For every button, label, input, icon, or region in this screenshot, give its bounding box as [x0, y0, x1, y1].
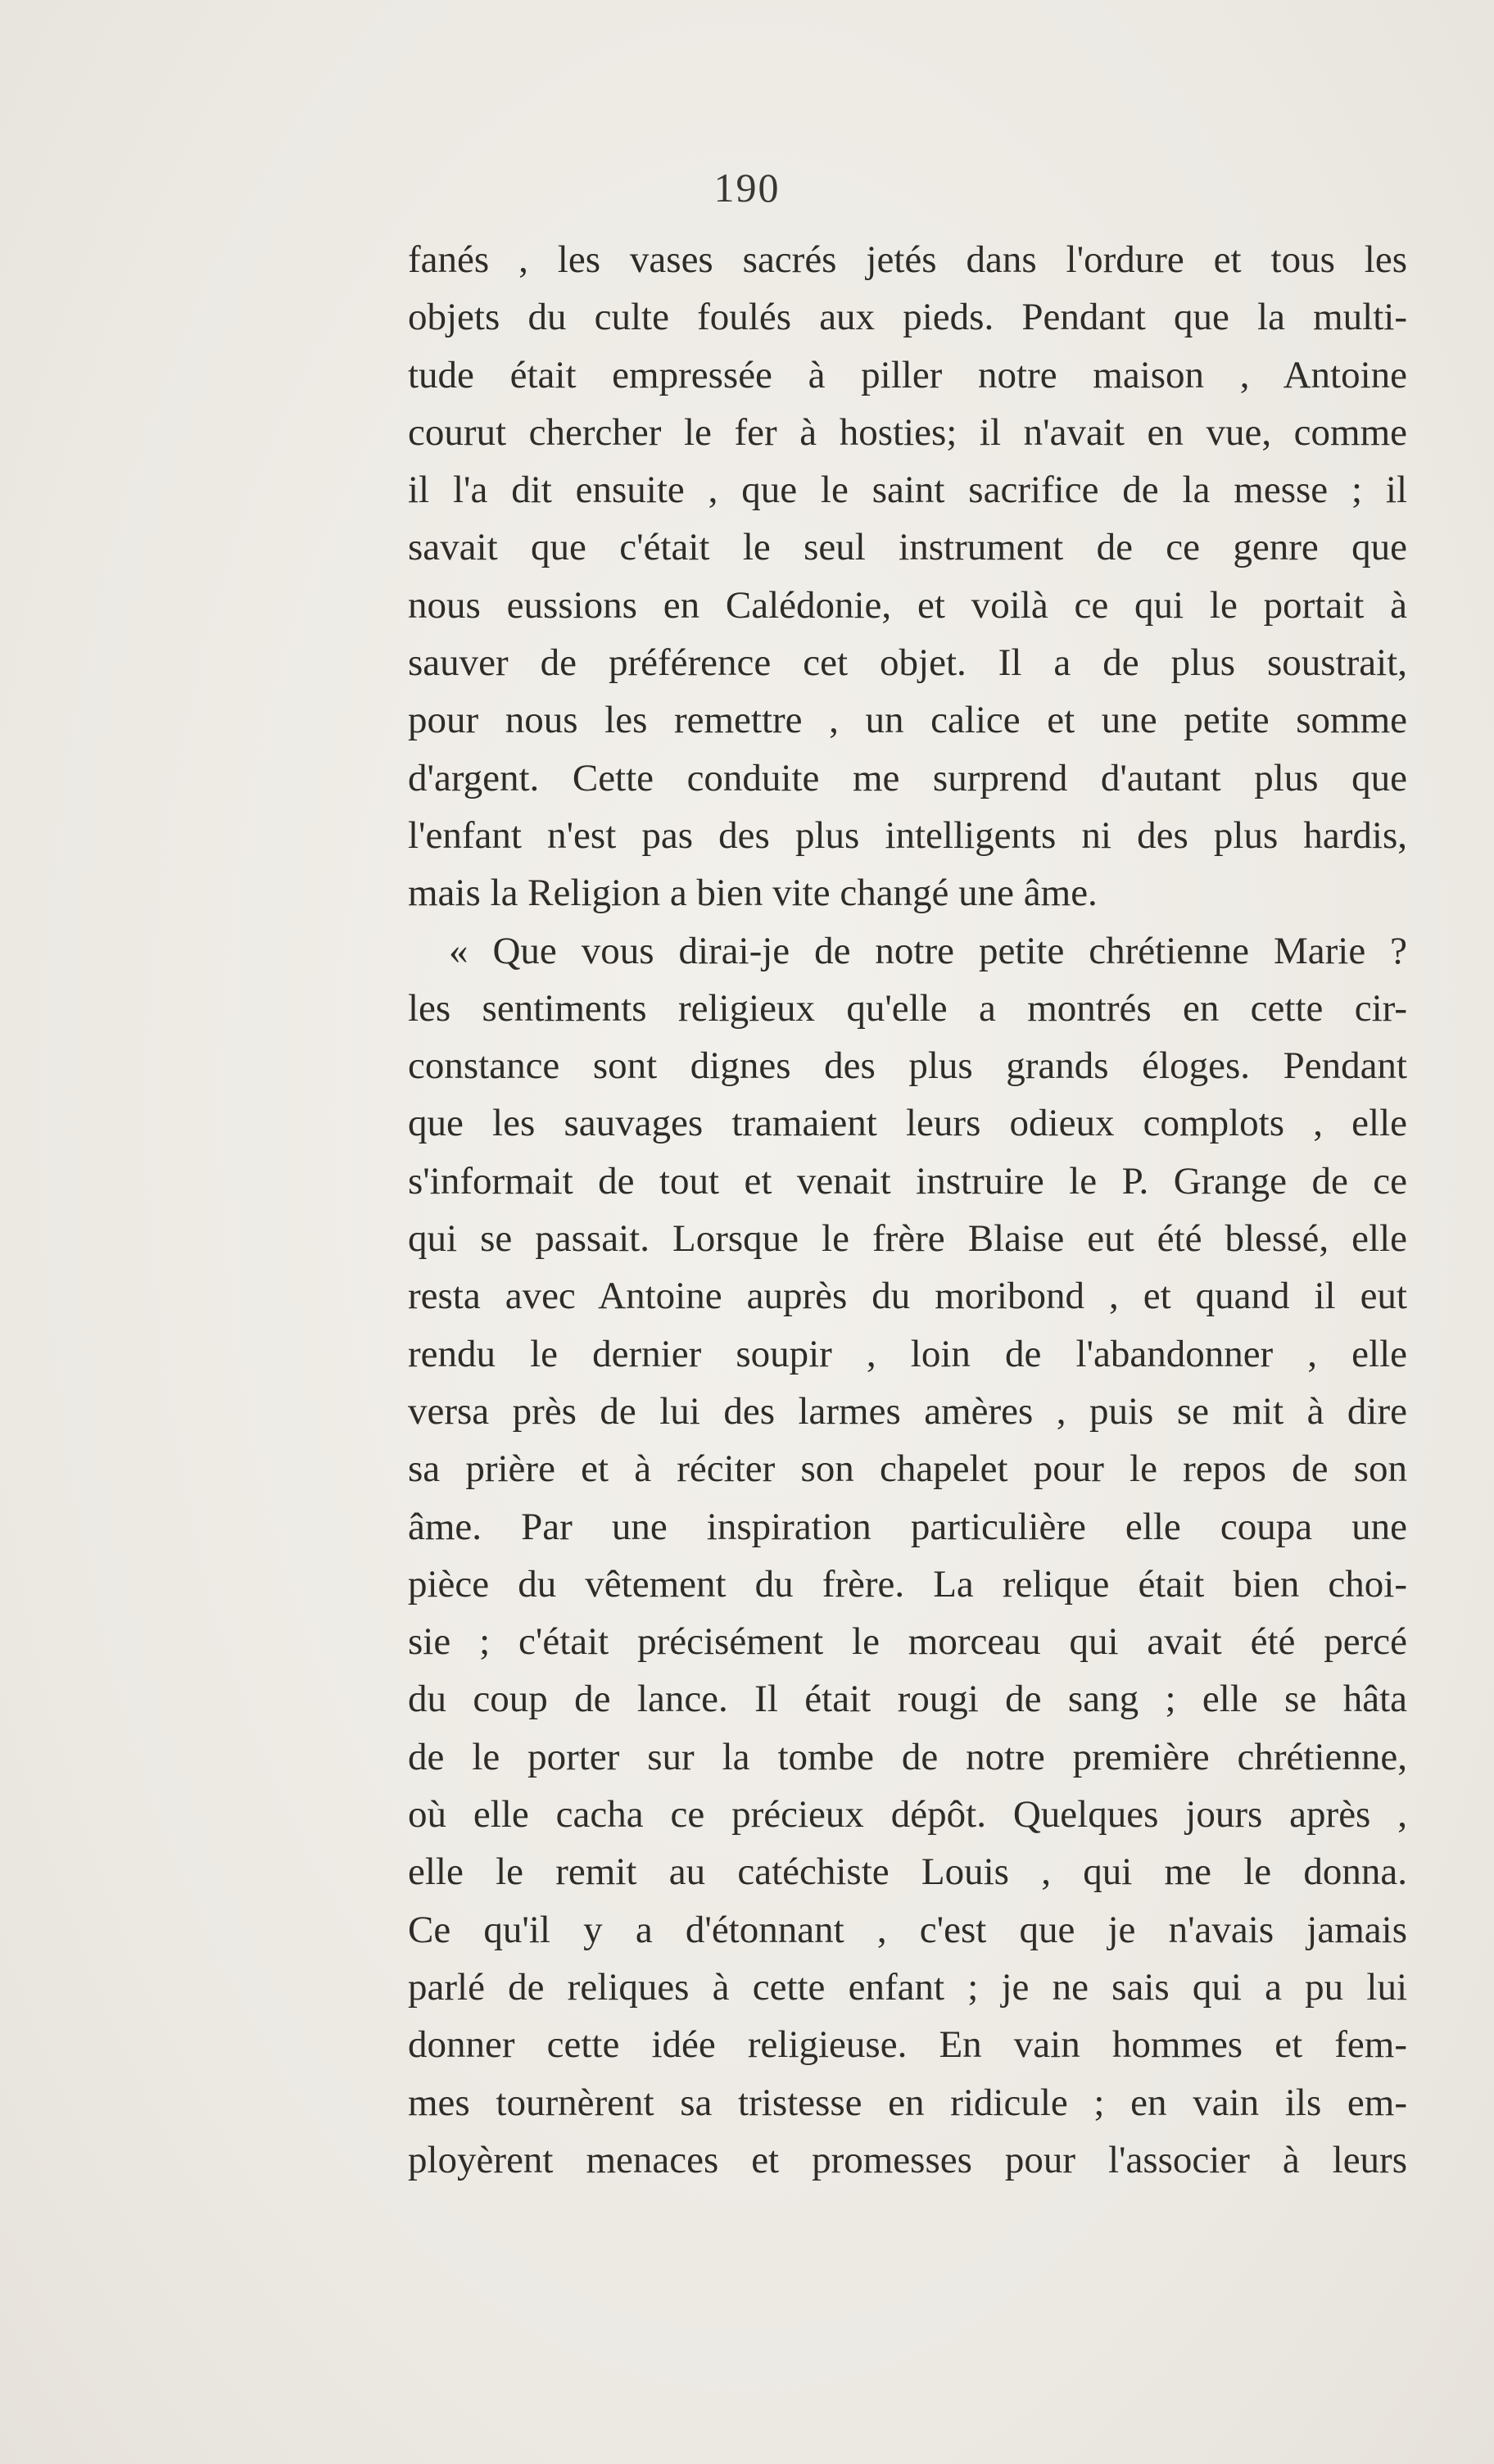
text-line: âme. Par une inspiration particulière elle coupa une [408, 1505, 1407, 1548]
page-number: 190 [713, 165, 781, 211]
text-line: sauver de préférence cet objet. Il a de plus soustrait, [408, 641, 1407, 685]
text-line: constance sont dignes des plus grands éloges. Pendant [408, 1044, 1407, 1088]
text-line: donner cette idée religieuse. En vain hommes et fem- [408, 2023, 1407, 2067]
text-line: objets du culte foulés aux pieds. Pendant que la multi- [408, 296, 1407, 339]
text-line: d'argent. Cette conduite me surprend d'autant plus que [408, 756, 1407, 799]
text-line: du coup de lance. Il était rougi de sang ; elle se hâta [408, 1678, 1407, 1721]
text-line: « Que vous dirai-je de notre petite chrétienne Marie ? [449, 929, 1407, 972]
text-line: mais la Religion a bien vite changé une âme. [408, 872, 1098, 915]
text-line: mes tournèrent sa tristesse en ridicule ; en vain ils em- [408, 2081, 1407, 2124]
text-line: l'enfant n'est pas des plus intelligents ni des plus hardis, [408, 813, 1407, 857]
text-line: versa près de lui des larmes amères , puis se mit à dire [408, 1389, 1407, 1433]
text-line: courut chercher le fer à hosties; il n'avait en vue, comme [408, 410, 1407, 454]
text-line: savait que c'était le seul instrument de ce genre que [408, 526, 1407, 569]
body-text [408, 231, 1407, 2189]
text-line: s'informait de tout et venait instruire le P. Grange de ce [408, 1159, 1407, 1203]
text-line: ployèrent menaces et promesses pour l'associer à leurs [408, 2138, 1407, 2181]
text-line: pour nous les remettre , un calice et une petite somme [408, 699, 1407, 742]
text-line: elle le remit au catéchiste Louis , qui me le donna. [408, 1850, 1407, 1894]
text-line: Ce qu'il y a d'étonnant , c'est que je n'avais jamais [408, 1908, 1407, 1951]
text-line: tude était empressée à piller notre maison , Antoine [408, 353, 1407, 396]
text-line: sie ; c'était précisément le morceau qui avait été percé [408, 1620, 1407, 1664]
text-line: les sentiments religieux qu'elle a montrés en cette cir- [408, 986, 1407, 1030]
text-line: pièce du vêtement du frère. La relique était bien choi- [408, 1562, 1407, 1606]
text-line: resta avec Antoine auprès du moribond , et quand il eut [408, 1275, 1407, 1318]
text-line: de le porter sur la tombe de notre première chrétienne, [408, 1735, 1407, 1778]
text-line: parlé de reliques à cette enfant ; je ne sais qui a pu lui [408, 1965, 1407, 2009]
text-line: rendu le dernier soupir , loin de l'abandonner , elle [408, 1332, 1407, 1375]
text-line: fanés , les vases sacrés jetés dans l'ordure et tous les [408, 238, 1407, 281]
text-line: qui se passait. Lorsque le frère Blaise eut été blessé, elle [408, 1217, 1407, 1261]
text-line: où elle cacha ce précieux dépôt. Quelques jours après , [408, 1793, 1407, 1837]
text-line: nous eussions en Calédonie, et voilà ce qui le portait à [408, 583, 1407, 627]
text-line: que les sauvages tramaient leurs odieux complots , elle [408, 1102, 1407, 1145]
text-line: sa prière et à réciter son chapelet pour le repos de son [408, 1447, 1407, 1491]
text-line: il l'a dit ensuite , que le saint sacrifice de la messe ; il [408, 469, 1407, 512]
